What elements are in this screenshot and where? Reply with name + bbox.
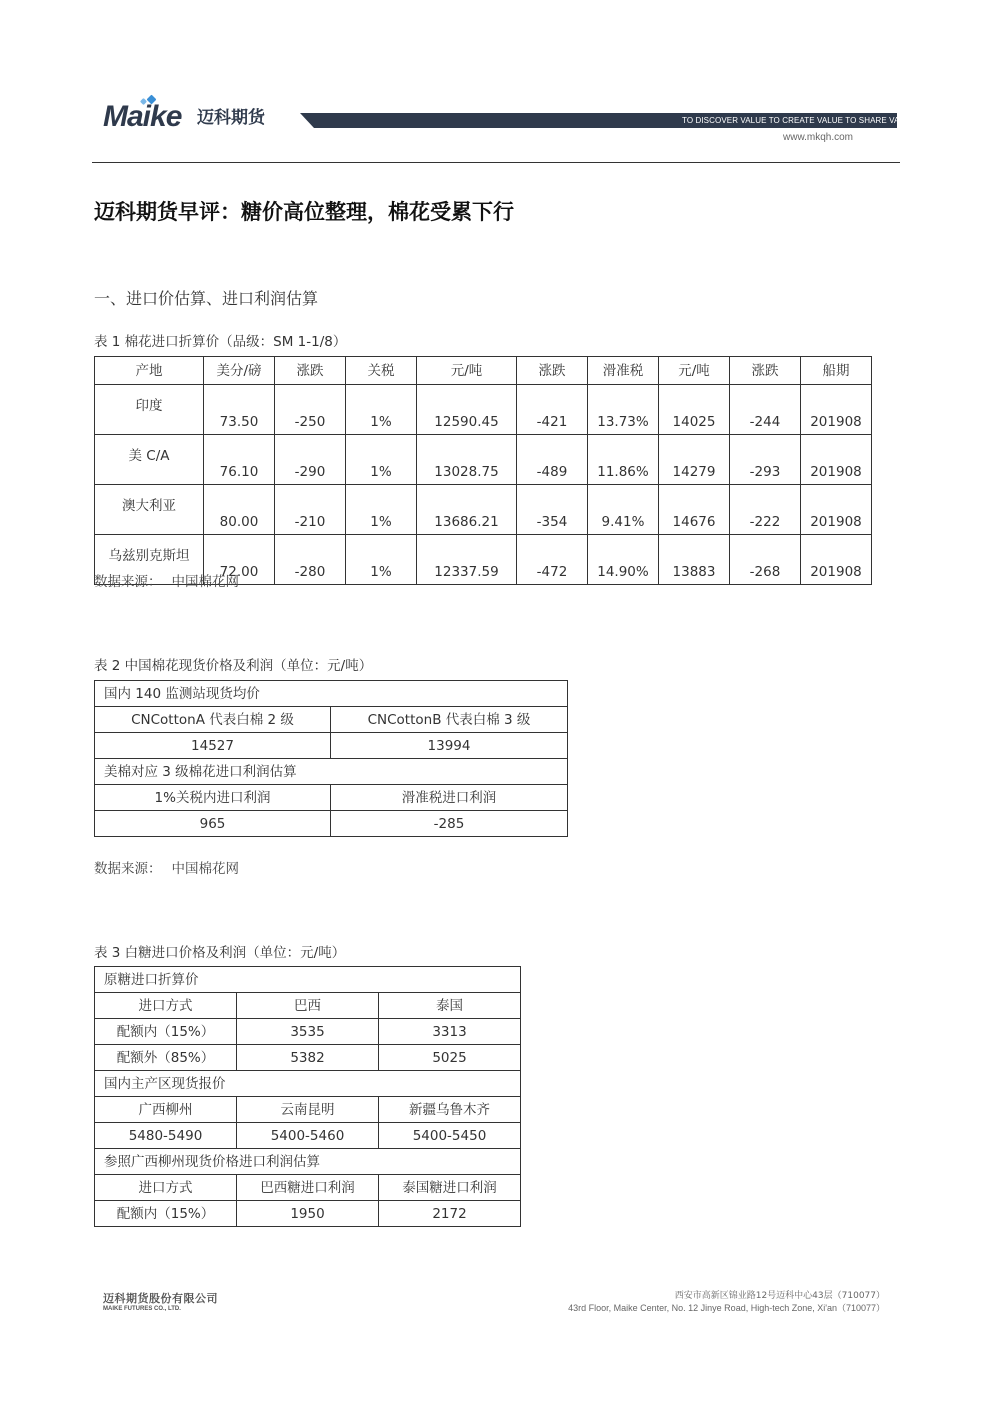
table-header-row bbox=[95, 707, 568, 733]
table-cell: 澳大利亚 bbox=[95, 485, 204, 535]
header-cell: 涨跌 bbox=[275, 357, 346, 385]
table-cell: 5480-5490 bbox=[95, 1123, 237, 1149]
table-cell: 14025 bbox=[659, 385, 730, 435]
table-cell: 5400-5450 bbox=[379, 1123, 521, 1149]
header-cell: 涨跌 bbox=[517, 357, 588, 385]
table-cell: -222 bbox=[730, 485, 801, 535]
sugar-import-price-profit-table bbox=[94, 966, 521, 1227]
website-link[interactable]: www.mkqh.com bbox=[783, 132, 854, 143]
header-cell: CNCottonB 代表白棉 3 级 bbox=[331, 707, 568, 733]
header-cell: 泰国糖进口利润 bbox=[379, 1175, 521, 1201]
table-row bbox=[95, 1123, 521, 1149]
table-section-row bbox=[95, 1071, 521, 1097]
source-value: 中国棉花网 bbox=[171, 861, 239, 877]
table-header-row bbox=[95, 1175, 521, 1201]
table-row bbox=[95, 385, 872, 435]
table-cell: 14676 bbox=[659, 485, 730, 535]
table-cell: 965 bbox=[95, 811, 331, 837]
data-source-note bbox=[94, 859, 239, 879]
table-cell: 5400-5460 bbox=[237, 1123, 379, 1149]
table-cell: -268 bbox=[730, 535, 801, 585]
table-cell: 2172 bbox=[379, 1201, 521, 1227]
table-cell: -244 bbox=[730, 385, 801, 435]
table-cell: 201908 bbox=[801, 535, 872, 585]
header-cell: 滑准税 bbox=[588, 357, 659, 385]
table-section-row bbox=[95, 967, 521, 993]
table-cell: -250 bbox=[275, 385, 346, 435]
table-cell: 3535 bbox=[237, 1019, 379, 1045]
table-section-row bbox=[95, 759, 568, 785]
table-cell: 美 C/A bbox=[95, 435, 204, 485]
header-cell: 新疆乌鲁木齐 bbox=[379, 1097, 521, 1123]
header-cell: 巴西糖进口利润 bbox=[237, 1175, 379, 1201]
header-cell: 元/吨 bbox=[417, 357, 517, 385]
footer-address: 西安市高新区锦业路12号迈科中心43层（710077） bbox=[674, 1291, 885, 1301]
table-cell: 73.50 bbox=[204, 385, 275, 435]
table-cell: -285 bbox=[331, 811, 568, 837]
header-cell: 巴西 bbox=[237, 993, 379, 1019]
page-title: 迈科期货早评：糖价高位整理，棉花受累下行 bbox=[94, 200, 514, 224]
table-cell: -290 bbox=[275, 435, 346, 485]
table-cell: -293 bbox=[730, 435, 801, 485]
table-cell: 13.73% bbox=[588, 385, 659, 435]
header-cell: 进口方式 bbox=[95, 993, 237, 1019]
table-cell: 印度 bbox=[95, 385, 204, 435]
header-cell: 船期 bbox=[801, 357, 872, 385]
source-label: 数据来源： bbox=[94, 574, 162, 590]
header-cell: 涨跌 bbox=[730, 357, 801, 385]
source-label: 数据来源： bbox=[94, 861, 162, 877]
table-section-row bbox=[95, 1149, 521, 1175]
table-cell: -280 bbox=[275, 535, 346, 585]
table2-caption: 表 2 中国棉花现货价格及利润（单位：元/吨） bbox=[94, 658, 373, 674]
table-cell: 12590.45 bbox=[417, 385, 517, 435]
header-cell: 泰国 bbox=[379, 993, 521, 1019]
table-cell: 配额内（15%） bbox=[95, 1201, 237, 1227]
table-cell: 201908 bbox=[801, 485, 872, 535]
table-header-row bbox=[95, 785, 568, 811]
table-cell: 5382 bbox=[237, 1045, 379, 1071]
header-cell: CNCottonA 代表白棉 2 级 bbox=[95, 707, 331, 733]
table-cell: -421 bbox=[517, 385, 588, 435]
table-cell: 1% bbox=[346, 385, 417, 435]
table-row bbox=[95, 1019, 521, 1045]
table3-caption: 表 3 白糖进口价格及利润（单位：元/吨） bbox=[94, 945, 346, 961]
table-cell: 1950 bbox=[237, 1201, 379, 1227]
footer-company-name-en: MAIKE FUTURES CO., LTD. bbox=[103, 1306, 181, 1312]
table-row bbox=[95, 811, 568, 837]
data-source-note bbox=[94, 572, 239, 592]
table-cell: 76.10 bbox=[204, 435, 275, 485]
table-cell: 13028.75 bbox=[417, 435, 517, 485]
table-cell: 配额内（15%） bbox=[95, 1019, 237, 1045]
cotton-spot-profit-table bbox=[94, 680, 568, 837]
header-cell: 滑准税进口利润 bbox=[331, 785, 568, 811]
table-cell: 1% bbox=[346, 435, 417, 485]
table-cell: 14527 bbox=[95, 733, 331, 759]
table1-caption: 表 1 棉花进口折算价（品级：SM 1-1/8） bbox=[94, 334, 347, 350]
table-cell: 5025 bbox=[379, 1045, 521, 1071]
table-cell: 13994 bbox=[331, 733, 568, 759]
table-cell: 201908 bbox=[801, 435, 872, 485]
table-row bbox=[95, 1201, 521, 1227]
table-row bbox=[95, 435, 872, 485]
cotton-import-price-table bbox=[94, 356, 872, 585]
table-cell: 13883 bbox=[659, 535, 730, 585]
table-header-row bbox=[95, 1097, 521, 1123]
table-cell: -489 bbox=[517, 435, 588, 485]
table-cell: 配额外（85%） bbox=[95, 1045, 237, 1071]
logo-chinese-name: 迈科期货 bbox=[197, 108, 265, 128]
header-cell: 产地 bbox=[95, 357, 204, 385]
header-cell: 关税 bbox=[346, 357, 417, 385]
table-row bbox=[95, 485, 872, 535]
header-cell: 云南昆明 bbox=[237, 1097, 379, 1123]
section-title-cell: 美棉对应 3 级棉花进口利润估算 bbox=[95, 759, 568, 785]
section-title-cell: 国内 140 监测站现货均价 bbox=[95, 681, 568, 707]
table-cell: 9.41% bbox=[588, 485, 659, 535]
slogan-text: TO DISCOVER VALUE TO CREATE VALUE TO SHARE VALUE bbox=[682, 116, 916, 125]
header-cell: 广西柳州 bbox=[95, 1097, 237, 1123]
table-cell: 80.00 bbox=[204, 485, 275, 535]
table-cell: 3313 bbox=[379, 1019, 521, 1045]
footer-address-en: 43rd Floor, Maike Center, No. 12 Jinye Road, High-tech Zone, Xi'an（710077） bbox=[568, 1303, 885, 1313]
table-cell: 乌兹别克斯坦 bbox=[95, 535, 204, 585]
table-section-row bbox=[95, 681, 568, 707]
table-cell: -354 bbox=[517, 485, 588, 535]
table-header-row bbox=[95, 993, 521, 1019]
source-value: 中国棉花网 bbox=[171, 574, 239, 590]
table-cell: -210 bbox=[275, 485, 346, 535]
header-cell: 1%关税内进口利润 bbox=[95, 785, 331, 811]
header-cell: 进口方式 bbox=[95, 1175, 237, 1201]
table-cell: 14.90% bbox=[588, 535, 659, 585]
table-row bbox=[95, 1045, 521, 1071]
table-cell: 11.86% bbox=[588, 435, 659, 485]
table-row bbox=[95, 733, 568, 759]
logo-wordmark: Maike bbox=[103, 100, 182, 133]
table-cell: 201908 bbox=[801, 385, 872, 435]
header-divider bbox=[92, 162, 900, 163]
table-cell: 1% bbox=[346, 485, 417, 535]
table-cell: 1% bbox=[346, 535, 417, 585]
table-cell: 13686.21 bbox=[417, 485, 517, 535]
section-title-cell: 参照广西柳州现货价格进口利润估算 bbox=[95, 1149, 521, 1175]
header-cell: 元/吨 bbox=[659, 357, 730, 385]
table-cell: 14279 bbox=[659, 435, 730, 485]
section-heading: 一、进口价估算、进口利润估算 bbox=[94, 289, 319, 308]
footer-company-name: 迈科期货股份有限公司 bbox=[103, 1292, 218, 1305]
section-title-cell: 原糖进口折算价 bbox=[95, 967, 521, 993]
section-title-cell: 国内主产区现货报价 bbox=[95, 1071, 521, 1097]
table-cell: 12337.59 bbox=[417, 535, 517, 585]
table-cell: -472 bbox=[517, 535, 588, 585]
header-cell: 美分/磅 bbox=[204, 357, 275, 385]
table-header-row bbox=[95, 357, 872, 385]
table-cell: 72.00 bbox=[204, 535, 275, 585]
